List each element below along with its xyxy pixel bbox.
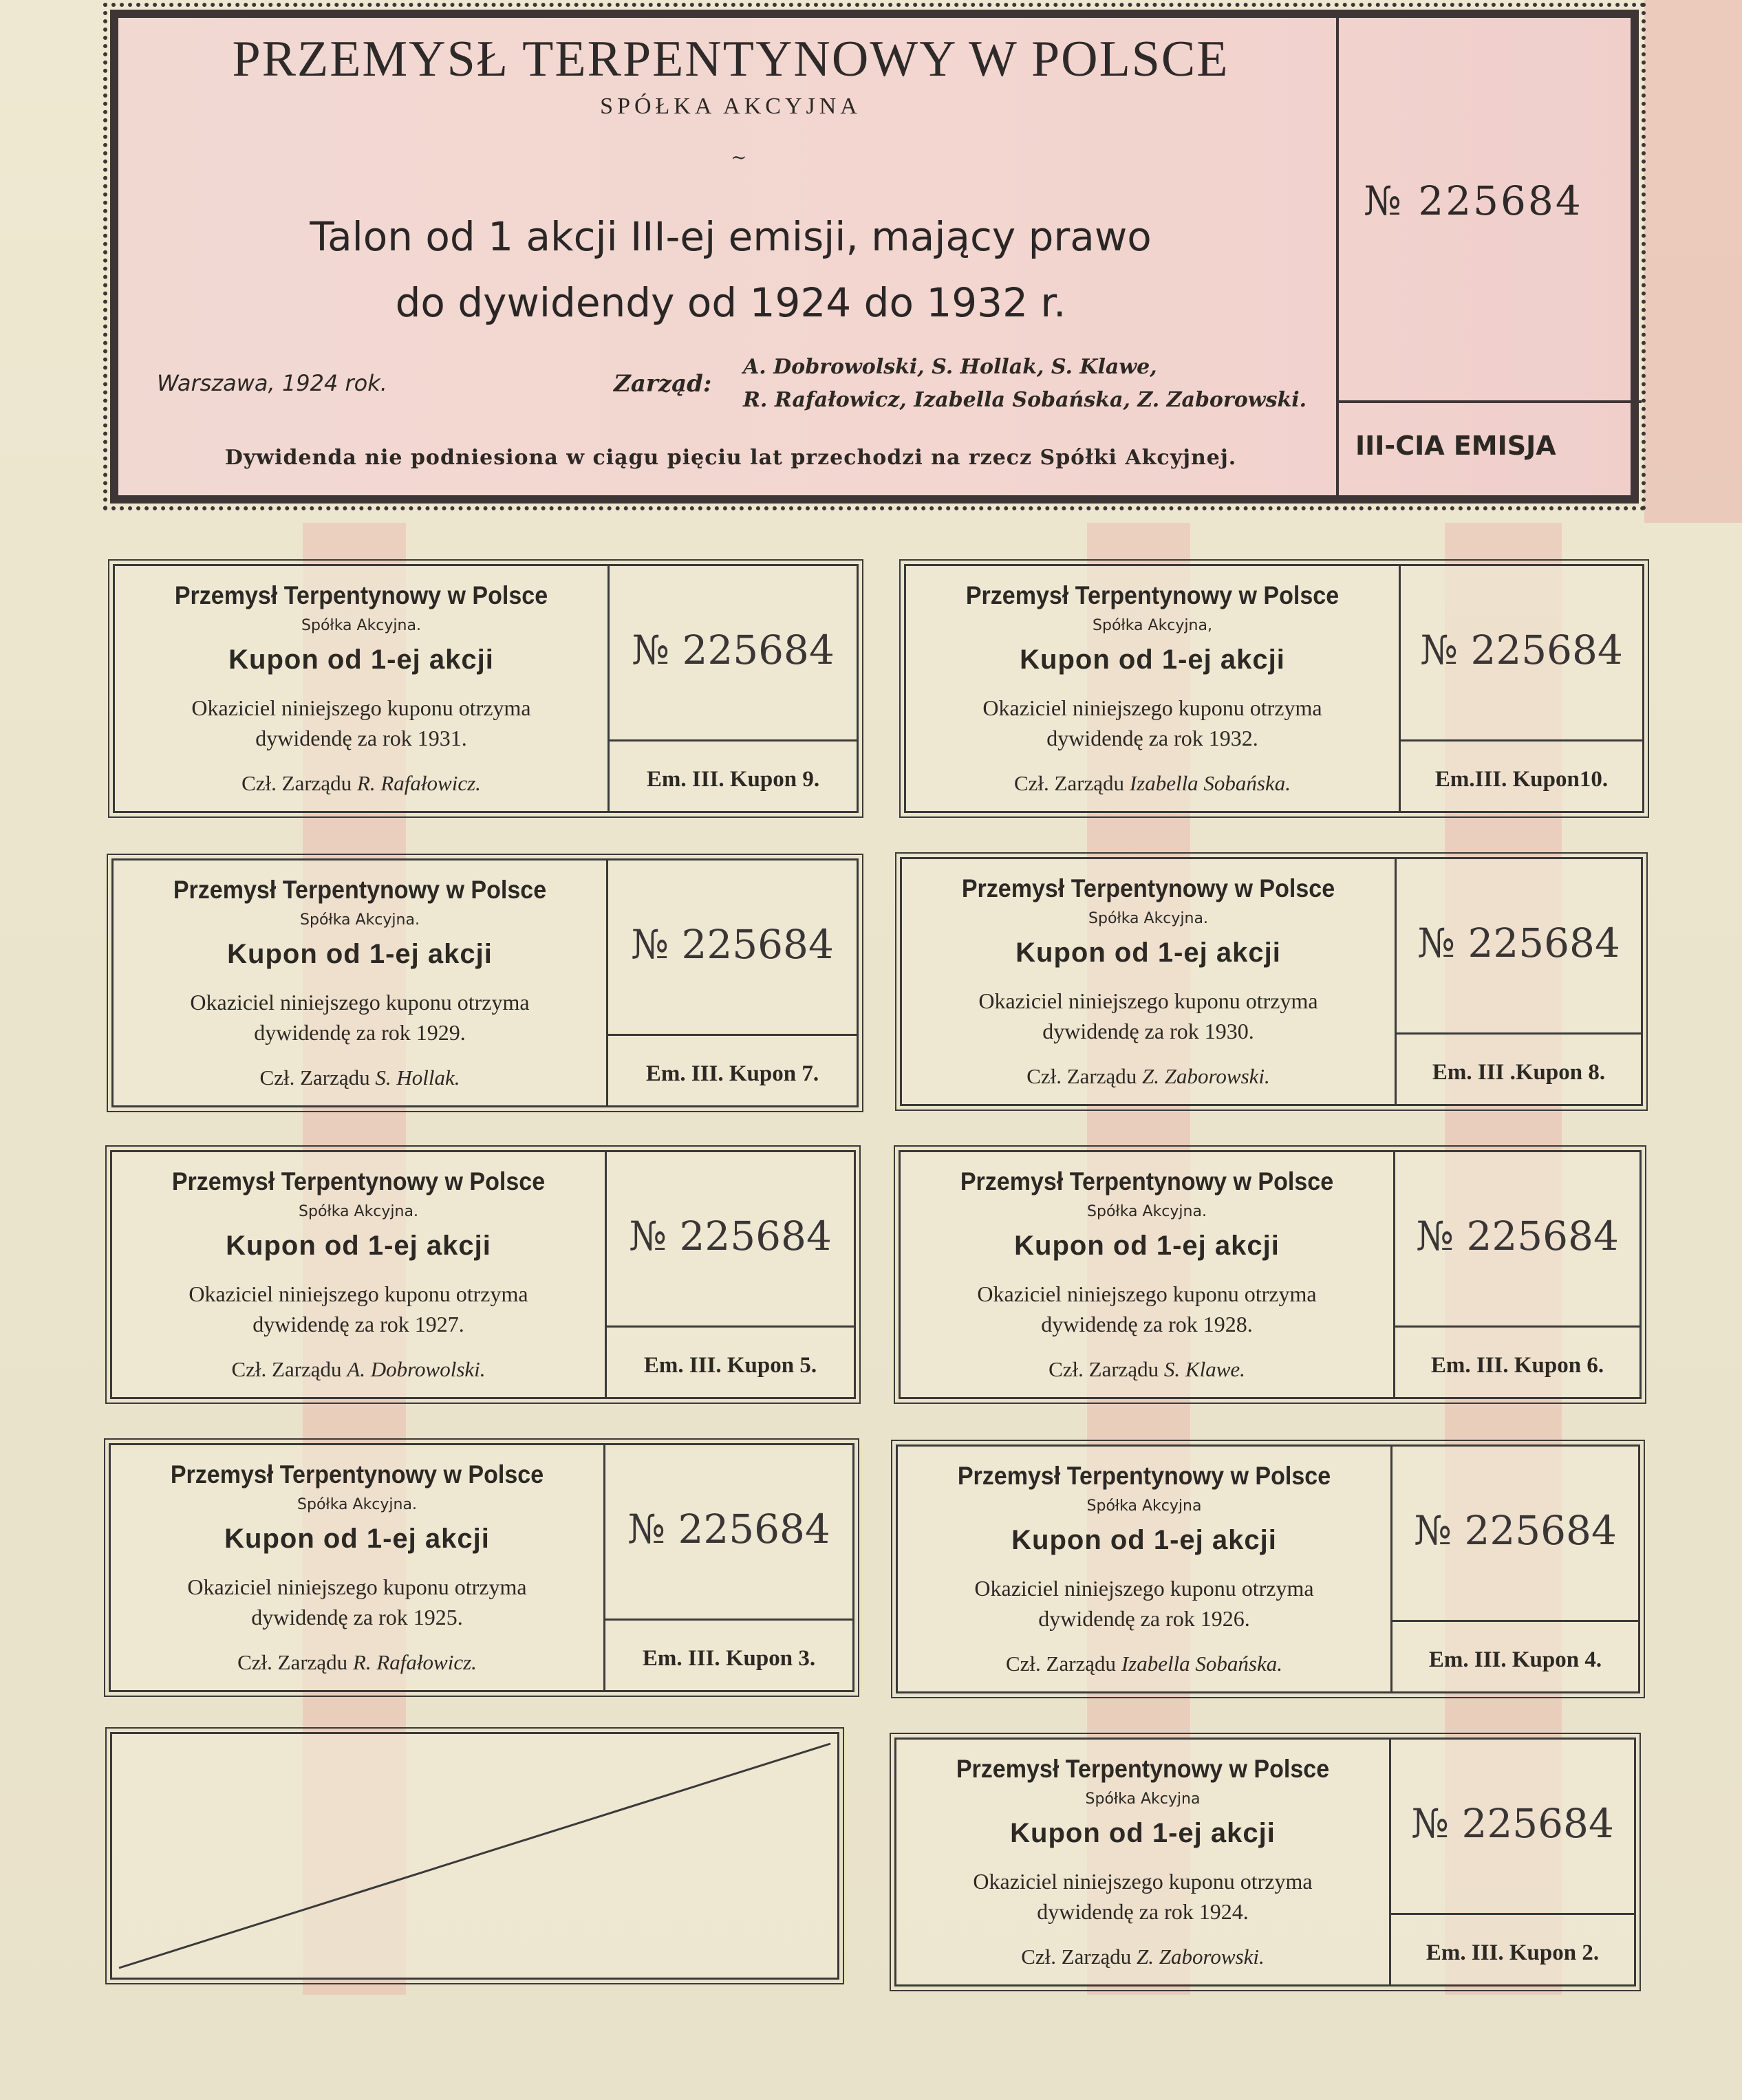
coupon-heading: Kupon od 1-ej akcji [1015, 938, 1281, 968]
coupon-company: Przemysł Terpentynowy w Polsce [957, 1462, 1331, 1490]
coupon-text-line1: Okaziciel niniejszego kuponu otrzyma [190, 990, 530, 1015]
pink-guilloche-strip [1644, 0, 1742, 523]
coupon-sign-prefix: Czł. Zarządu [1013, 771, 1125, 795]
coupon-company-type: Spółka Akcyjna [1086, 1497, 1202, 1515]
cancel-diagonal-line [112, 1734, 837, 1978]
coupon-text-line2: dywidendę za rok 1929. [254, 1020, 466, 1045]
coupon-company: Przemysł Terpentynowy w Polsce [170, 1460, 544, 1489]
talon-board-line2: R. Rafałowicz, Izabella Sobańska, Z. Zaborowski. [743, 388, 1307, 412]
coupon-signer: A. Dobrowolski. [347, 1357, 486, 1381]
coupon-signature [112, 1357, 605, 1382]
coupon-serial: Em. III. Kupon 3. [642, 1646, 816, 1671]
coupon-text-line1: Okaziciel niniejszego kuponu otrzyma [978, 988, 1318, 1013]
coupon-number: № 225684 [627, 1506, 830, 1552]
coupon-text-line2: dywidendę za rok 1927. [252, 1312, 464, 1336]
coupon-company: Przemysł Terpentynowy w Polsce [965, 581, 1340, 609]
coupon-signer: R. Rafałowicz. [356, 771, 481, 795]
coupon-serial: Em. III. Kupon 7. [645, 1061, 819, 1086]
coupon-text-line2: dywidendę za rok 1930. [1042, 1019, 1254, 1043]
coupon [894, 1738, 1636, 1987]
talon-serial-number: № 225684 [1364, 177, 1583, 224]
coupon-text [115, 693, 607, 753]
coupon-text-line1: Okaziciel niniejszego kuponu otrzyma [973, 1869, 1313, 1894]
talon-heading-line1: Talon od 1 akcji III-ej emisji, mający prawo [310, 213, 1152, 260]
coupon-signature [115, 771, 607, 796]
coupon-number: № 225684 [631, 921, 834, 968]
coupon-serial: Em.III. Kupon10. [1434, 767, 1609, 792]
coupon-text-line2: dywidendę za rok 1932. [1046, 726, 1258, 750]
coupon-sign-prefix: Czł. Zarządu [1026, 1064, 1137, 1088]
coupon [110, 1150, 856, 1399]
coupon-divider [610, 739, 857, 742]
coupon-heading: Kupon od 1-ej akcji [1011, 1525, 1277, 1555]
coupon-divider [608, 1034, 857, 1036]
coupon-text [898, 1573, 1390, 1634]
coupon-text [896, 1866, 1389, 1927]
coupon-divider [605, 1619, 852, 1621]
coupon-divider [1391, 1913, 1634, 1915]
coupon-serial: Em. III. Kupon 2. [1426, 1940, 1600, 1965]
coupon-signature [901, 1357, 1393, 1382]
coupon-sign-prefix: Czł. Zarządu [231, 1357, 342, 1381]
coupon-text-line2: dywidendę za rok 1926. [1038, 1606, 1250, 1631]
coupon-company-type: Spółka Akcyjna. [297, 1496, 417, 1513]
coupon-text-line1: Okaziciel niniejszego kuponu otrzyma [977, 1281, 1317, 1306]
coupon-text [112, 1279, 605, 1339]
talon-heading-line2: do dywidendy od 1924 do 1932 r. [395, 279, 1066, 326]
coupon-sign-prefix: Czł. Zarządu [1005, 1652, 1117, 1676]
coupon-text [114, 987, 606, 1048]
coupon-signature [902, 1064, 1395, 1089]
coupon [904, 564, 1644, 813]
coupon-company: Przemysł Terpentynowy w Polsce [961, 874, 1335, 902]
coupon [113, 564, 859, 813]
coupon-text [902, 986, 1395, 1046]
coupon-company: Przemysł Terpentynowy w Polsce [956, 1755, 1330, 1783]
coupon-number: № 225684 [1416, 1213, 1619, 1259]
coupon-text [901, 1279, 1393, 1339]
coupon-text-line1: Okaziciel niniejszego kuponu otrzyma [974, 1576, 1314, 1601]
coupon-number: № 225684 [1414, 1507, 1617, 1554]
coupon [899, 1150, 1642, 1399]
coupon-text [906, 693, 1399, 753]
coupon-signer: S. Klawe. [1163, 1357, 1245, 1381]
talon-notice: Dywidenda nie podniesiona w ciągu pięciu lat przechodzi na rzecz Spółki Akcyjnej. [224, 446, 1237, 470]
coupon-divider [1401, 739, 1642, 742]
coupon-company-type: Spółka Akcyjna, [1093, 617, 1212, 634]
coupon-company: Przemysł Terpentynowy w Polsce [174, 581, 548, 609]
talon-board-line1: A. Dobrowolski, S. Hollak, S. Klawe, [743, 355, 1157, 379]
coupon-number: № 225684 [632, 627, 835, 673]
coupon-serial: Em. III. Kupon 6. [1430, 1353, 1604, 1378]
coupon-signature [114, 1065, 606, 1090]
coupon-sign-prefix: Czł. Zarządu [1021, 1945, 1132, 1969]
coupon-serial: Em. III. Kupon 4. [1428, 1647, 1602, 1672]
coupon-serial: Em. III. Kupon 5. [643, 1353, 817, 1378]
coupon-signature [898, 1652, 1390, 1676]
talon-place-date: Warszawa, 1924 rok. [157, 370, 387, 396]
coupon-company-type: Spółka Akcyjna. [299, 1203, 418, 1220]
coupon-heading: Kupon od 1-ej akcji [1020, 645, 1285, 675]
coupon-text-line2: dywidendę za rok 1928. [1041, 1312, 1253, 1336]
talon-title: PRZEMYSŁ TERPENTYNOWY W POLSCE [232, 31, 1229, 87]
ornament-icon: ~ [731, 146, 747, 169]
talon-heading [118, 204, 1343, 336]
coupon-company-type: Spółka Akcyjna. [300, 911, 420, 929]
coupon-number: № 225684 [1417, 920, 1620, 966]
coupon-number: № 225684 [1411, 1800, 1614, 1847]
talon-board-names [743, 351, 1306, 417]
coupon-signer: R. Rafałowicz. [352, 1650, 477, 1674]
talon-board-label: Zarząd: [614, 370, 712, 398]
coupon-text-line1: Okaziciel niniejszego kuponu otrzyma [189, 1281, 528, 1306]
coupon-number: № 225684 [1420, 627, 1623, 673]
coupon-signer: Izabella Sobańska. [1121, 1652, 1283, 1676]
coupon-serial: Em. III .Kupon 8. [1432, 1060, 1606, 1085]
talon-emission: III-CIA EMISJA [1355, 431, 1556, 461]
coupon-company-type: Spółka Akcyjna. [1087, 1203, 1207, 1220]
coupon-signature [111, 1650, 603, 1675]
coupon-heading: Kupon od 1-ej akcji [226, 1231, 491, 1261]
coupon [896, 1444, 1640, 1693]
coupon-sign-prefix: Czł. Zarządu [1049, 1357, 1159, 1381]
coupon-company-type: Spółka Akcyjna. [301, 617, 421, 634]
coupon-signer: Z. Zaborowski. [1142, 1064, 1270, 1088]
talon-certificate [110, 10, 1639, 504]
coupon-signature [906, 771, 1399, 796]
coupon-sign-prefix: Czł. Zarządu [237, 1650, 348, 1674]
coupon-heading: Kupon od 1-ej akcji [224, 1524, 490, 1554]
talon-divider [1339, 400, 1642, 403]
talon-subtitle: SPÓŁKA AKCYJNA [600, 94, 861, 119]
coupon-signer: Z. Zaborowski. [1137, 1945, 1265, 1969]
coupon-divider [1395, 1325, 1639, 1328]
coupon-text [111, 1572, 603, 1632]
coupon-text-line2: dywidendę za rok 1931. [255, 726, 467, 750]
coupon-text-line2: dywidendę za rok 1924. [1037, 1899, 1249, 1924]
coupon [900, 857, 1643, 1106]
coupon-heading: Kupon od 1-ej akcji [227, 939, 493, 969]
coupon-heading: Kupon od 1-ej akcji [1010, 1818, 1276, 1848]
coupon-signer: S. Hollak. [375, 1065, 460, 1090]
coupon-company: Przemysł Terpentynowy w Polsce [171, 1167, 546, 1195]
coupon-divider [1392, 1620, 1638, 1622]
coupon-signature [896, 1945, 1389, 1969]
coupon-signer: Izabella Sobańska. [1129, 771, 1291, 795]
coupon-heading: Kupon od 1-ej akcji [228, 645, 494, 675]
talon-divider [1336, 18, 1339, 495]
coupon-text-line1: Okaziciel niniejszego kuponu otrzyma [187, 1574, 527, 1599]
coupon-number: № 225684 [629, 1213, 832, 1259]
coupon-company-type: Spółka Akcyjna [1085, 1790, 1201, 1808]
coupon-heading: Kupon od 1-ej akcji [1014, 1231, 1280, 1261]
coupon-company: Przemysł Terpentynowy w Polsce [173, 876, 547, 904]
coupon-sign-prefix: Czł. Zarządu [241, 771, 352, 795]
coupon-divider [607, 1325, 854, 1328]
coupon-divider [1397, 1032, 1641, 1035]
coupon-text-line2: dywidendę za rok 1925. [251, 1605, 463, 1630]
coupon-text-line1: Okaziciel niniejszego kuponu otrzyma [982, 695, 1322, 720]
coupon-company-type: Spółka Akcyjna. [1088, 910, 1208, 927]
coupon-company: Przemysł Terpentynowy w Polsce [960, 1167, 1334, 1195]
empty-coupon-slot [110, 1732, 839, 1980]
coupon [111, 858, 859, 1107]
coupon-text-line1: Okaziciel niniejszego kuponu otrzyma [191, 695, 531, 720]
coupon-serial: Em. III. Kupon 9. [646, 767, 820, 792]
coupon-sign-prefix: Czł. Zarządu [259, 1065, 370, 1090]
coupon [109, 1443, 854, 1692]
